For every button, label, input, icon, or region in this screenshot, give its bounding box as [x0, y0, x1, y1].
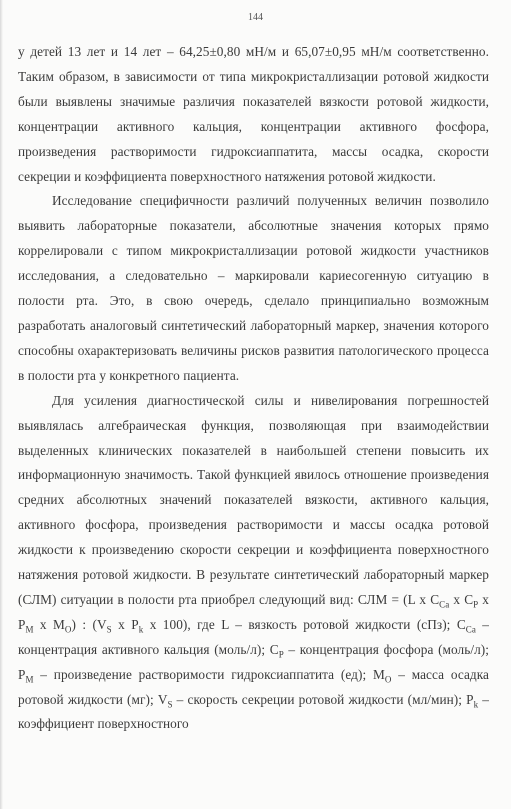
- body-text: [18, 40, 489, 737]
- paragraph-marker-formula: [18, 389, 489, 738]
- subscript-ca: Ca: [439, 599, 450, 610]
- subscript-k: k: [473, 699, 479, 710]
- page-number: 144: [248, 12, 263, 23]
- formula-text-part: – концентрация фосфора (моль/л); P: [18, 641, 489, 682]
- formula-text-part: – коэффициент поверхностного: [18, 691, 489, 732]
- formula-text-part: – скорость секреции ротовой жидкости (мл/мин); P: [172, 691, 474, 707]
- formula-text-part: х M: [33, 616, 65, 632]
- formula-text-part: ) : (V: [71, 616, 107, 632]
- formula-text-part: х 100), где L – вязкость ротовой жидкости (сПз); C: [143, 616, 466, 632]
- subscript-k: k: [138, 624, 144, 635]
- subscript-p: P: [278, 649, 284, 660]
- subscript-m: M: [25, 624, 34, 635]
- formula-text-part: х P: [111, 616, 139, 632]
- subscript-p: P: [473, 599, 479, 610]
- scan-shadow-edge: [0, 0, 3, 809]
- paragraph-specificity: Исследование специфичности различий полученных величин позволило выявить лабораторные показатели, абсолютные значения которых прямо коррелировали с типом микрокристаллизации ротовой жидкости участников исследования, а следовательно – маркировали кариесогенную ситуацию в полости рта. Это, в свою очередь, сделало принципиально возможным разработать аналоговый синтетический лабораторный маркер, значения которого способны охарактеризовать величины рисков развития патологического процесса в полости рта у конкретного пациента.: [18, 193, 489, 383]
- subscript-s: S: [167, 699, 173, 710]
- subscript-s: S: [106, 624, 112, 635]
- subscript-ca: Ca: [465, 624, 476, 635]
- formula-text-part: – масса осадка ротовой жидкости (мг); V: [18, 666, 489, 707]
- formula-text-part: х P: [18, 591, 489, 632]
- formula-text-part: – концентрация активного кальция (моль/л); C: [18, 616, 489, 657]
- formula-text-part: Для усиления диагностической силы и нивелирования погрешностей выявлялась алгебраическая функция, позволяющая при взаимодействии выделенных клинических показателей в наибольшей степени повысить их информационную значимость. Такой функцией явилось отношение произведения средних абсолютных значений показателей вязкости, активного кальция, активного фосфора, произведения растворимости и массы осадка ротовой жидкости к произведению скорости секреции и коэффициента поверхностного натяжения ротовой жидкости. В результате синтетический лабораторный маркер (СЛМ) ситуации в полости рта приобрел следующий вид: СЛМ = (L х C: [18, 392, 489, 607]
- subscript-m: M: [25, 674, 34, 685]
- subscript-o: O: [384, 674, 392, 685]
- formula-text-part: х C: [449, 591, 474, 607]
- paragraph-continuation: у детей 13 лет и 14 лет – 64,25±0,80 мН/м и 65,07±0,95 мН/м соответственно. Таким образом, в зависимости от типа микрокристаллизации ротовой жидкости были выявлены значимые различия показателей вязкости ротовой жидкости, концентрации активного кальция, концентрации активного фосфора, произведения растворимости гидроксиаппатита, массы осадка, скорости секреции и коэффициента поверхностного натяжения ротовой жидкости.: [18, 44, 489, 184]
- formula-text-part: – произведение растворимости гидроксиаппатита (ед); M: [33, 666, 385, 682]
- subscript-o: O: [64, 624, 72, 635]
